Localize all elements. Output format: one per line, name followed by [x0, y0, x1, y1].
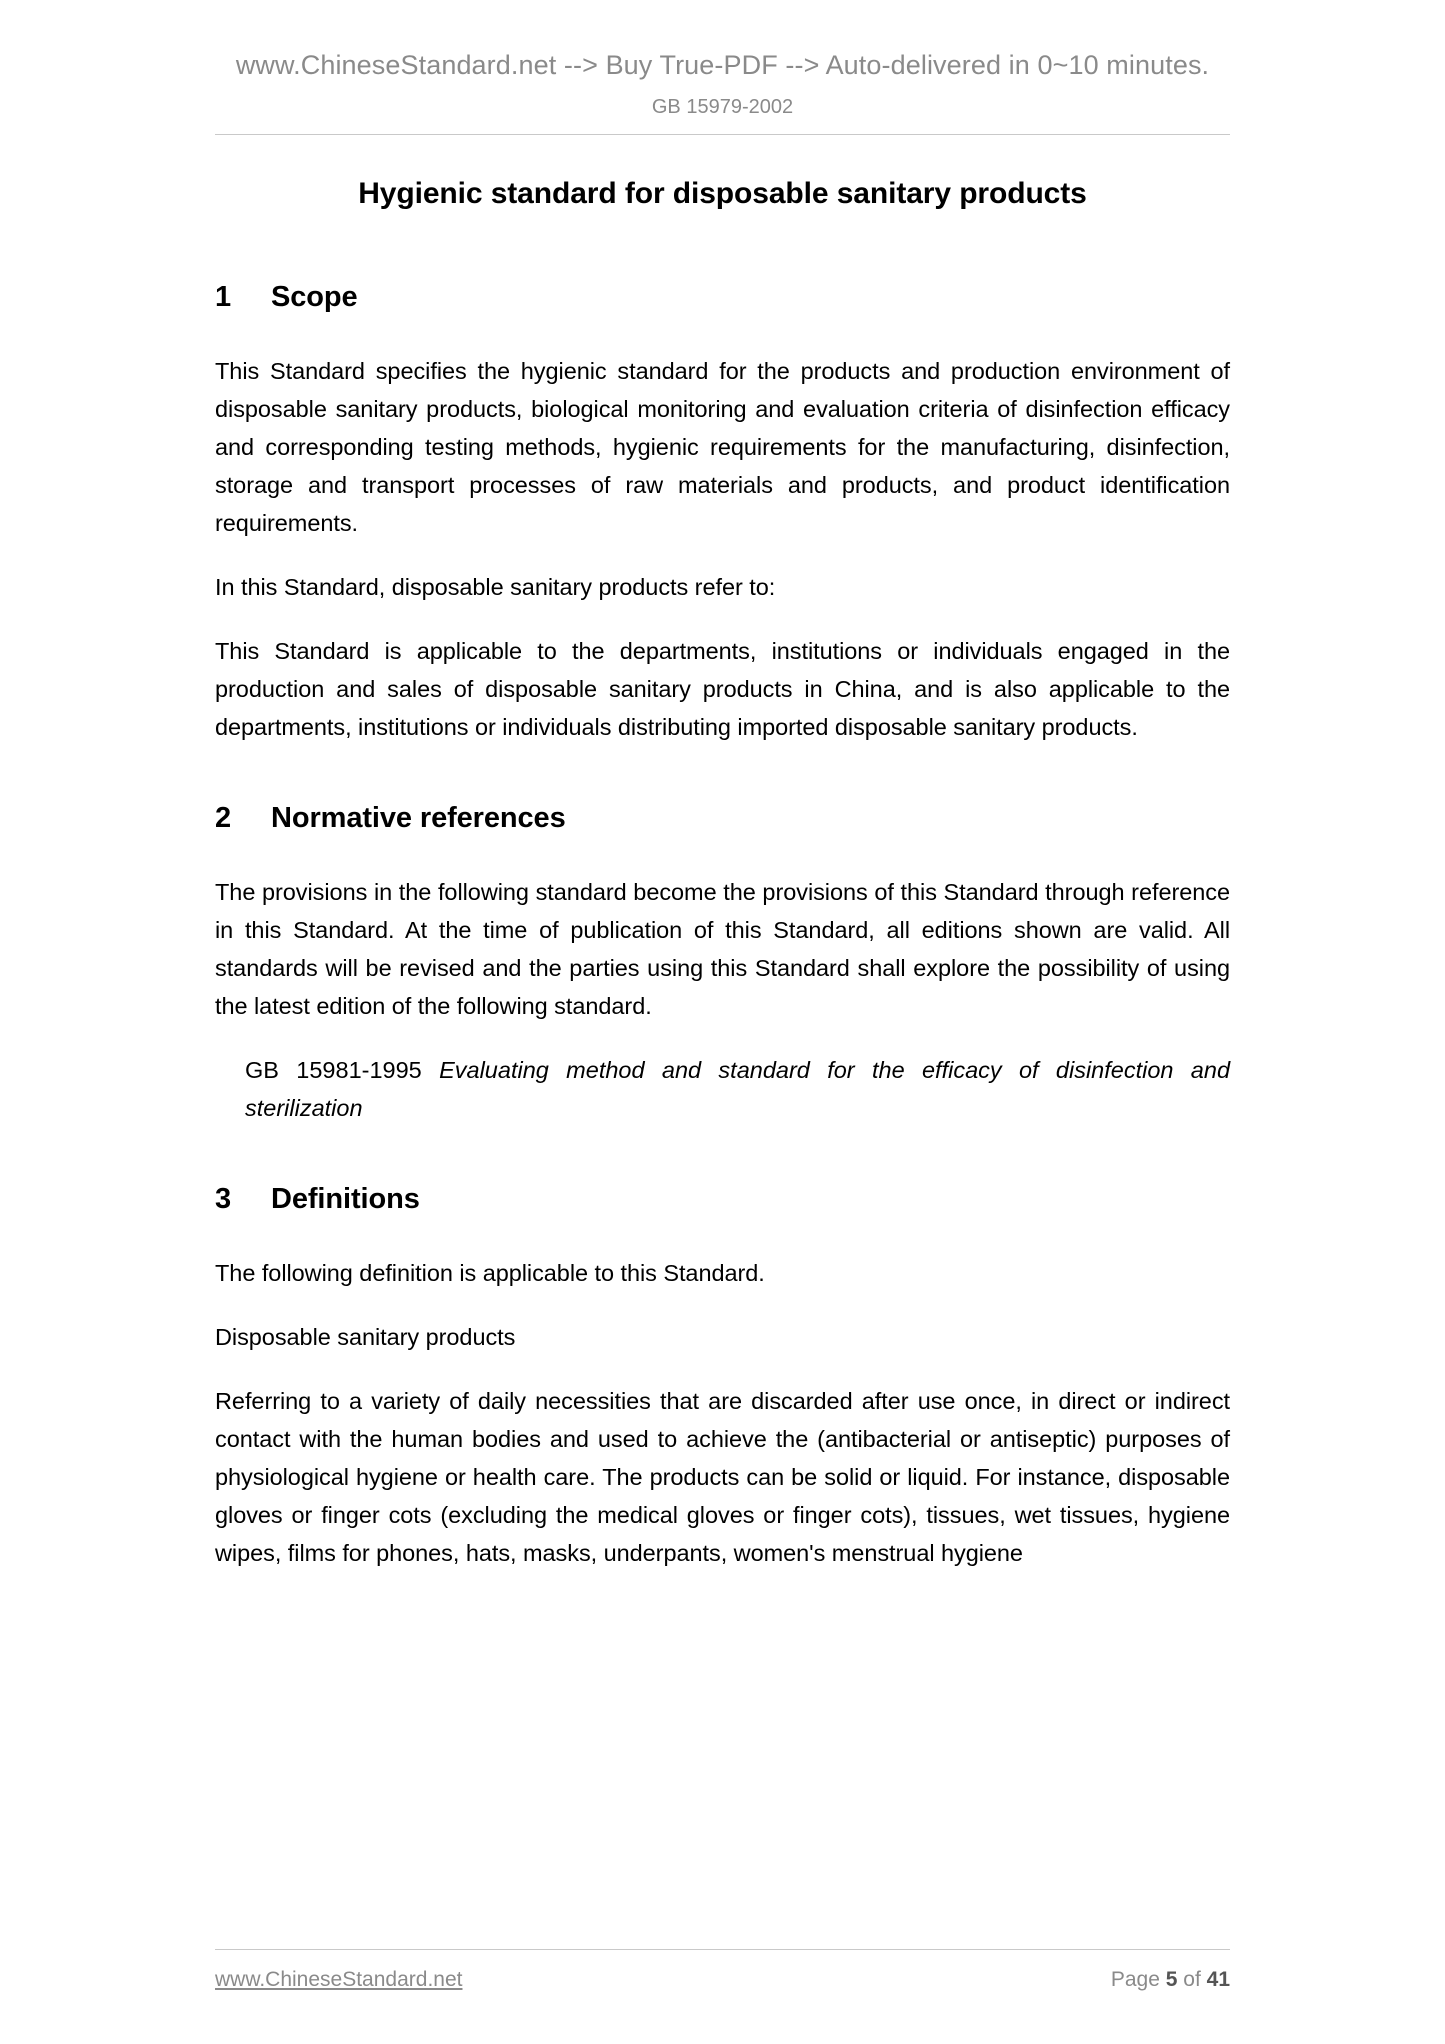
section-title-1: Scope — [271, 281, 358, 314]
header-divider — [215, 134, 1230, 135]
page-label: Page — [1110, 1968, 1160, 1991]
page-title: Hygienic standard for disposable sanitary products — [358, 177, 1087, 211]
paragraph-normative-1: The provisions in the following standard become the provisions of this Standard through reference in this Standard. At the time of publication of this Standard, all editions shown are valid. All standards will be revised and the parties using this Standard shall explore the possibility of using the latest edition of the following standard. — [215, 879, 1230, 1020]
section-heading-definitions — [215, 1183, 1230, 1216]
paragraph-definitions-3: Referring to a variety of daily necessities that are discarded after use once, in direct or indirect contact with the human bodies and used to achieve the (antibacterial or antiseptic) purposes of physiological hygiene or health care. The products can be solid or liquid. For instance, disposable gloves or finger cots (excluding the medical gloves or finger cots), tissues, wet tissues, hygiene wipes, films for phones, hats, masks, underpants, women's menstrual hygiene — [215, 1388, 1230, 1567]
document-body — [0, 177, 1445, 1572]
section-heading-normative-references — [215, 802, 1230, 835]
paragraph-scope-2: In this Standard, disposable sanitary products refer to: — [215, 574, 776, 601]
paragraph-definitions-2: Disposable sanitary products — [215, 1324, 516, 1351]
paragraph-scope-3: This Standard is applicable to the departments, institutions or individuals engaged in the production and sales of disposable sanitary products in China, and is also applicable to the departments, institutions or individuals distributing imported disposable sanitary products. — [215, 638, 1230, 741]
reference-title: Evaluating method and standard for the efficacy of disinfection and sterilization — [245, 1057, 1231, 1122]
paragraph-definitions-1: The following definition is applicable to this Standard. — [215, 1260, 765, 1287]
standard-code: GB 15979-2002 — [651, 96, 794, 119]
section-title-2: Normative references — [271, 802, 566, 835]
section-number-1: 1 — [215, 281, 232, 314]
footer-divider — [215, 1949, 1230, 1950]
section-heading-scope — [215, 281, 1230, 314]
section-title-3: Definitions — [271, 1183, 420, 1216]
page-current: 5 — [1165, 1968, 1178, 1991]
page-footer — [215, 1949, 1230, 1992]
paragraph-scope-1: This Standard specifies the hygienic standard for the products and production environment of disposable sanitary products, biological monitoring and evaluation criteria of disinfection efficacy and corresponding testing methods, hygienic requirements for the manufacturing, disinfection, storage and transport processes of raw materials and products, and product identification requirements. — [215, 358, 1230, 537]
page-total: 41 — [1206, 1968, 1230, 1991]
section-number-3: 3 — [215, 1183, 232, 1216]
promo-banner: www.ChineseStandard.net --> Buy True-PDF --> Auto-delivered in 0~10 minutes. — [235, 50, 1210, 80]
page-header — [0, 0, 1445, 135]
page-of-label: of — [1183, 1968, 1201, 1991]
reference-code: GB 15981-1995 — [245, 1057, 422, 1084]
normative-reference-item — [215, 1051, 1230, 1127]
footer-site-link[interactable]: www.ChineseStandard.net — [215, 1968, 463, 1991]
section-number-2: 2 — [215, 802, 232, 835]
page-number-indicator — [1111, 1968, 1230, 1992]
